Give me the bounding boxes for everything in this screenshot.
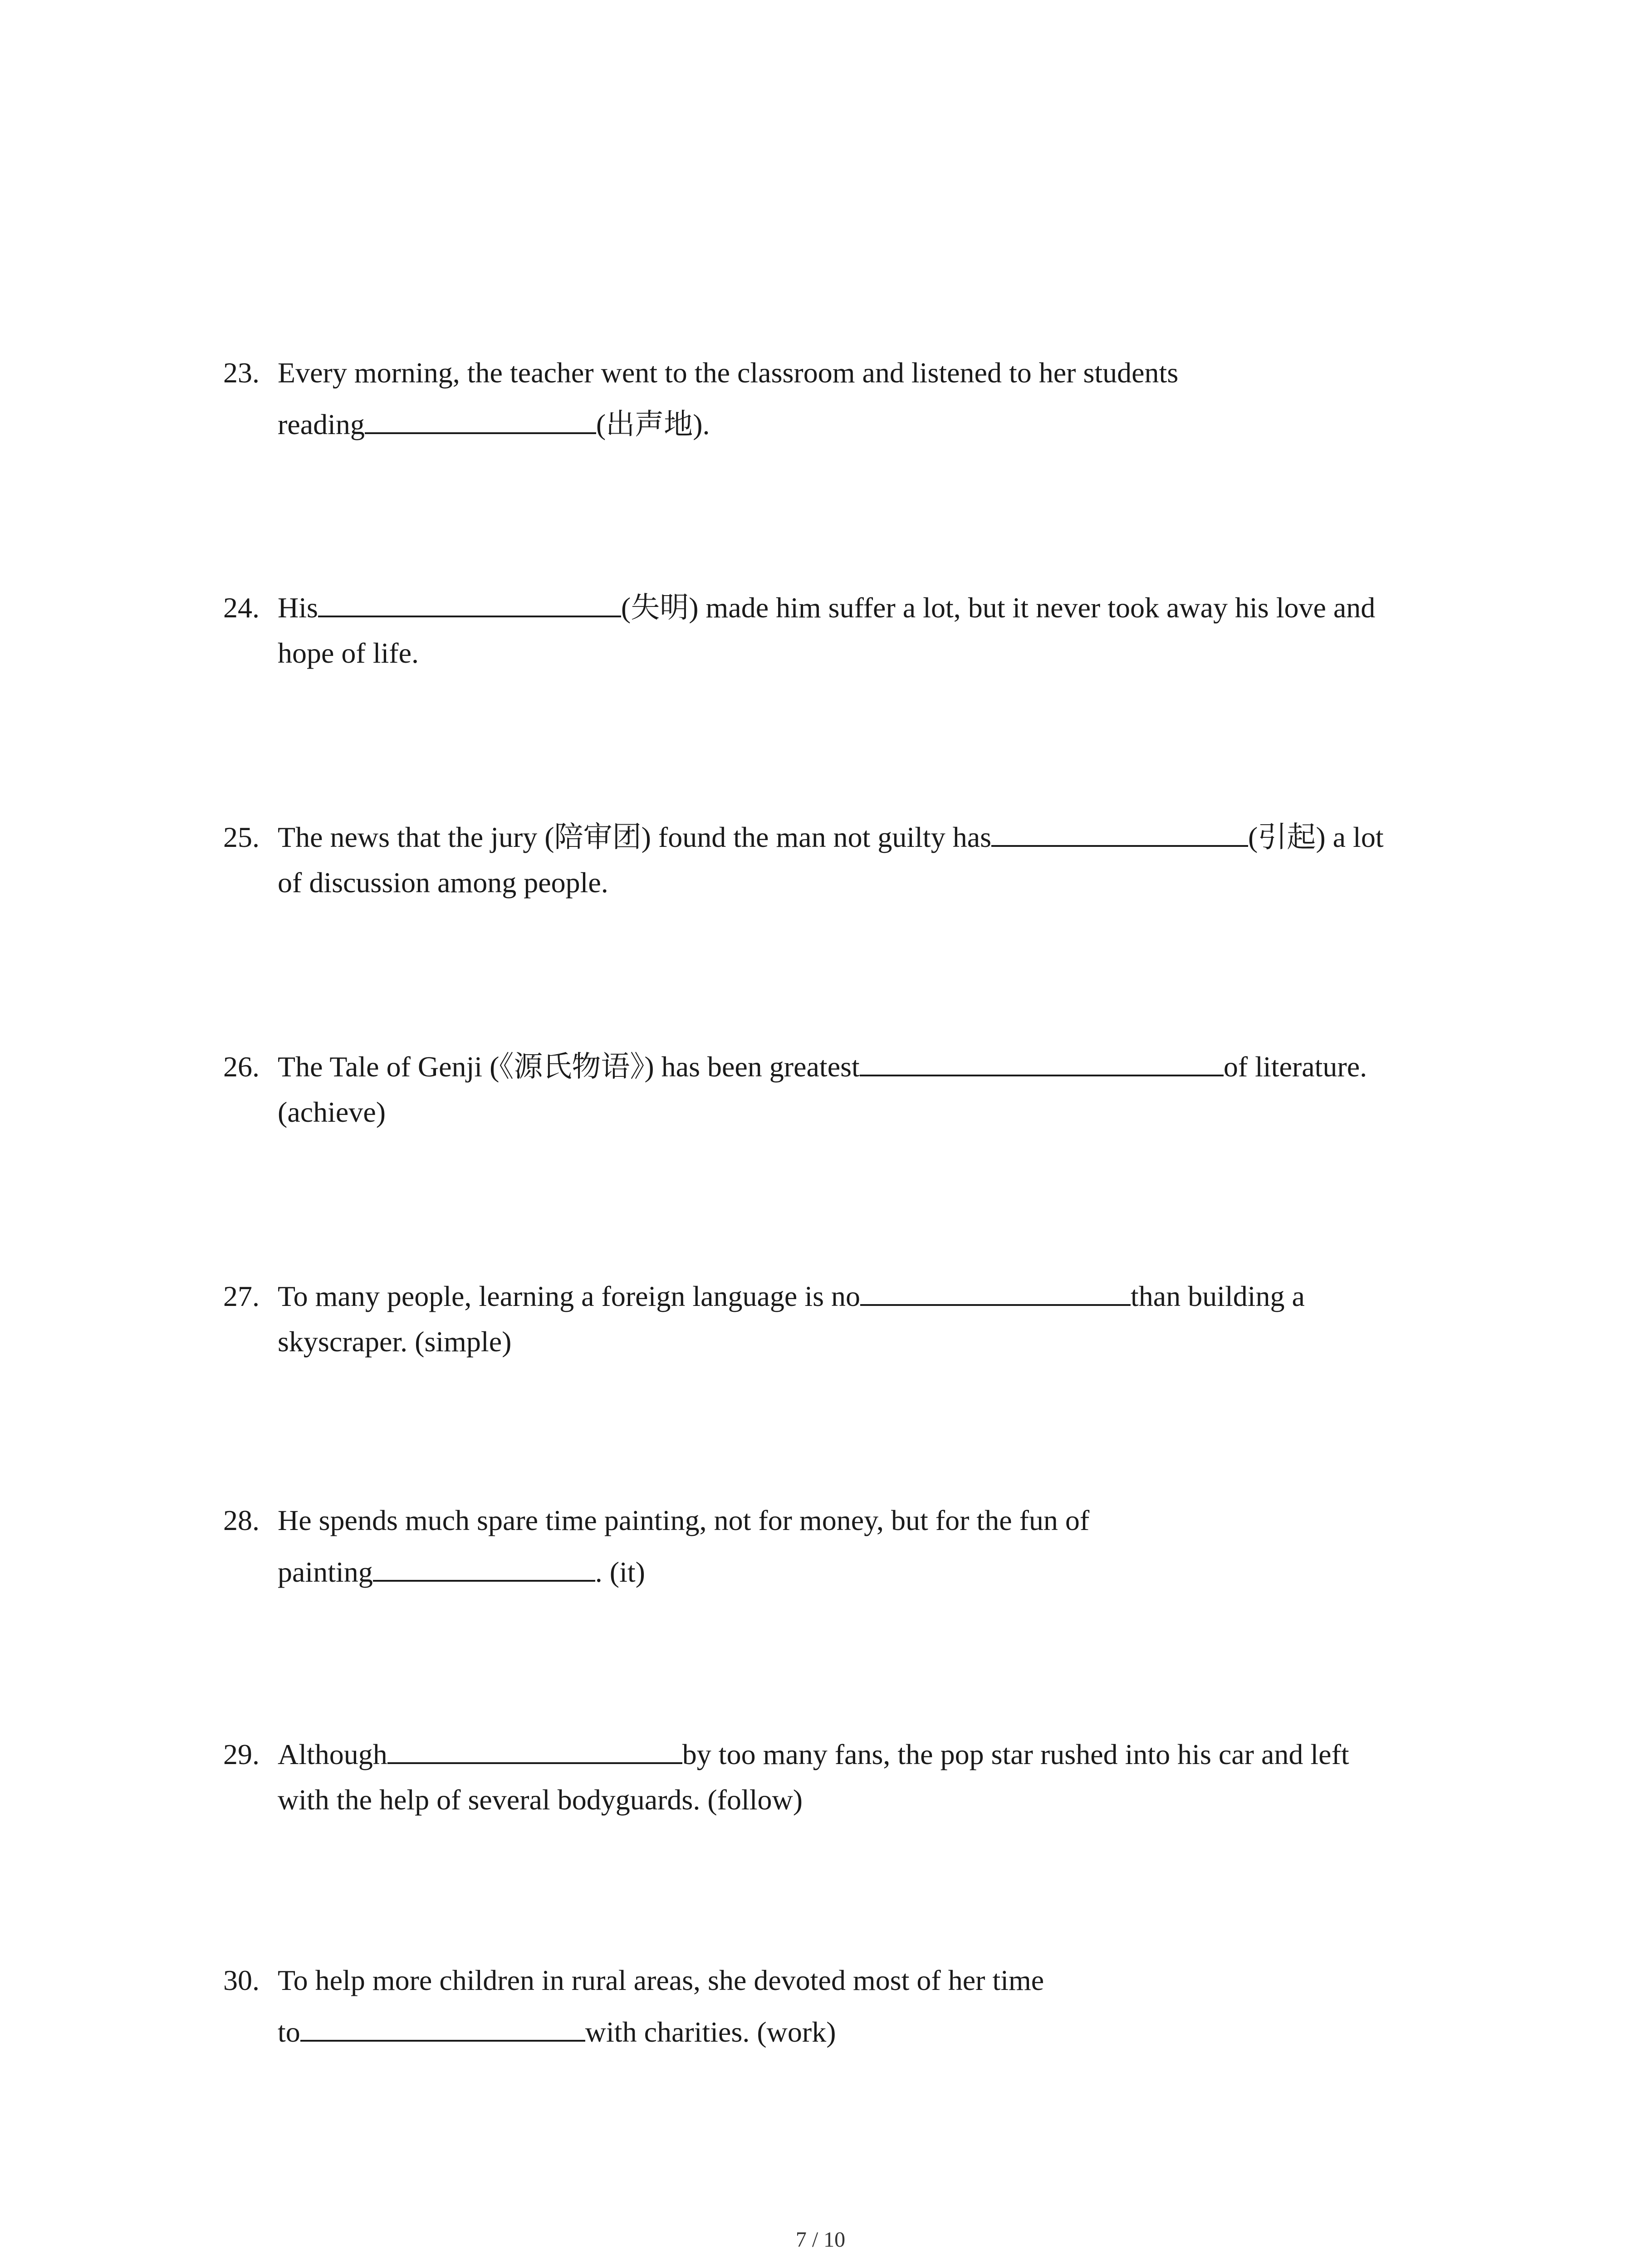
answer-blank[interactable] <box>300 2010 585 2042</box>
question-text: (引起) a lot <box>1248 821 1384 853</box>
question-line-2 <box>278 631 1471 676</box>
question-number: 30. <box>223 1964 260 1996</box>
question-number: 26. <box>223 1051 260 1083</box>
question-hint: (出声地). <box>596 408 710 440</box>
question-number: 25. <box>223 821 260 853</box>
question-line-1 <box>278 585 1471 631</box>
question-text: to <box>278 2016 300 2048</box>
answer-blank[interactable] <box>860 1045 1224 1076</box>
question-number: 28. <box>223 1504 260 1536</box>
question-line-2 <box>278 1549 1471 1595</box>
answer-blank[interactable] <box>387 1732 682 1764</box>
question-text: Although <box>278 1738 387 1770</box>
question-text: To help more children in rural areas, she devoted most of her time <box>278 1964 1044 1996</box>
answer-blank[interactable] <box>318 586 621 617</box>
question-23 <box>223 350 1471 447</box>
question-text: To many people, learning a foreign language is no <box>278 1280 860 1312</box>
page-indicator: 7 / 10 <box>795 2228 846 2252</box>
question-text: Every morning, the teacher went to the classroom and listened to her students <box>278 357 1179 389</box>
question-line-1 <box>278 1498 1471 1543</box>
question-text: (失明) made him suffer a lot, but it never took away his love and <box>621 591 1376 624</box>
question-text: with the help of several bodyguards. (follow) <box>278 1784 803 1816</box>
question-line-2 <box>278 1777 1471 1823</box>
question-line-1 <box>278 1274 1471 1319</box>
question-29 <box>223 1732 1471 1823</box>
question-line-2 <box>278 1090 1471 1135</box>
question-line-2 <box>278 1319 1471 1364</box>
question-24 <box>223 585 1471 676</box>
answer-blank[interactable] <box>991 815 1248 847</box>
question-text: painting <box>278 1556 373 1588</box>
question-25 <box>223 815 1471 905</box>
question-text: hope of life. <box>278 637 419 669</box>
question-text: with charities. (work) <box>585 2016 836 2048</box>
question-28 <box>223 1498 1471 1595</box>
question-number: 23. <box>223 357 260 389</box>
question-number: 27. <box>223 1280 260 1312</box>
question-text: The news that the jury (陪审团) found the man not guilty has <box>278 821 992 853</box>
question-line-1 <box>278 815 1471 860</box>
question-30 <box>223 1958 1471 2055</box>
question-line-1 <box>278 1958 1471 2003</box>
question-text: reading <box>278 408 365 440</box>
question-line-1 <box>278 350 1471 396</box>
question-26 <box>223 1044 1471 1135</box>
question-line-2 <box>278 860 1471 905</box>
question-number: 29. <box>223 1738 260 1770</box>
question-text: The Tale of Genji (《源氏物语》) has been greatest <box>278 1051 860 1083</box>
question-line-1 <box>278 1044 1471 1090</box>
answer-blank[interactable] <box>373 1550 595 1582</box>
answer-blank[interactable] <box>365 402 596 434</box>
question-27 <box>223 1274 1471 1364</box>
question-line-1 <box>278 1732 1471 1777</box>
question-hint: . (it) <box>595 1556 645 1588</box>
question-hint: (achieve) <box>278 1096 386 1128</box>
question-text: by too many fans, the pop star rushed into his car and left <box>682 1738 1349 1770</box>
question-line-2 <box>278 402 1471 447</box>
question-text: He spends much spare time painting, not for money, but for the fun of <box>278 1504 1090 1536</box>
question-line-2 <box>278 2009 1471 2055</box>
answer-blank[interactable] <box>860 1274 1131 1306</box>
question-text: His <box>278 591 318 624</box>
question-number: 24. <box>223 591 260 624</box>
question-text: than building a <box>1131 1280 1305 1312</box>
question-text: of literature. <box>1223 1051 1367 1083</box>
question-text: of discussion among people. <box>278 866 608 899</box>
question-text: skyscraper. (simple) <box>278 1325 512 1358</box>
